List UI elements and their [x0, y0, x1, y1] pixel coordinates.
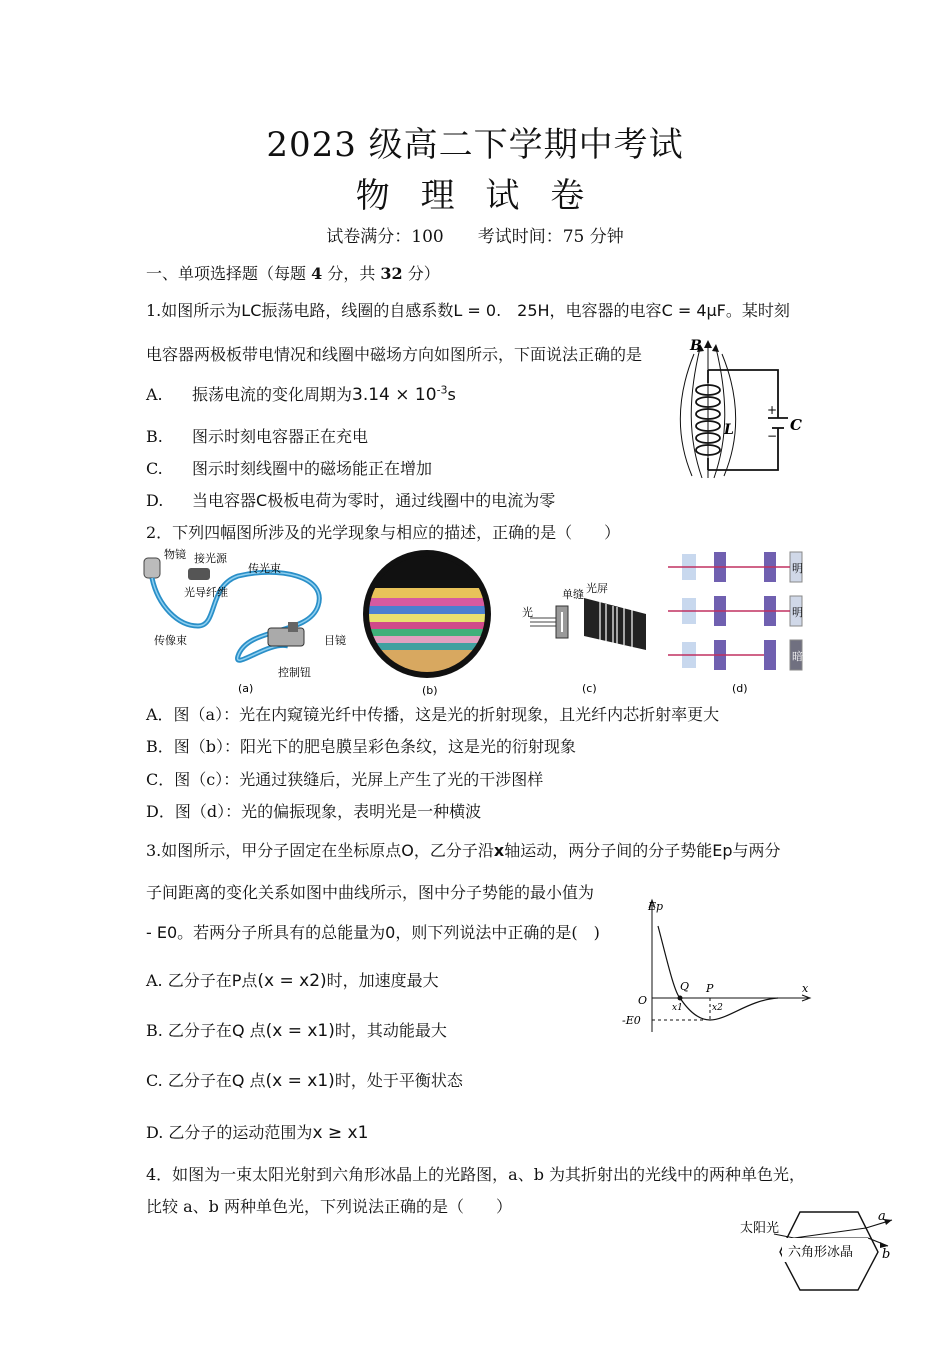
fig-label-b: B [690, 338, 702, 354]
q2-option-b: B．图（b）：阳光下的肥皂膜呈彩色条纹，这是光的衍射现象 [146, 737, 577, 756]
q4-stem-line1: 4．如图为一束太阳光射到六角形冰晶上的光路图，a、b 为其折射出的光线中的两种单色光， [146, 1165, 806, 1184]
fig-a-label: (a) [238, 682, 254, 695]
section-heading: 一、单项选择题（每题 4 分，共 32 分） [146, 264, 440, 283]
fig-d-dark: 暗 [792, 650, 803, 663]
lc-circuit-figure [678, 338, 808, 480]
q2-stem: 2．下列四幅图所涉及的光学现象与相应的描述，正确的是（ ） [146, 523, 621, 542]
fig-label-a: a [878, 1209, 886, 1224]
fig-a-fiber: 光导纤维 [184, 586, 228, 599]
q3-option-a: A. 乙分子在P点(x = x2)时，加速度最大 [146, 971, 439, 991]
light-source-icon [188, 568, 210, 580]
fig-label-l: L [724, 422, 734, 438]
q1-stem-line1: 1.如图所示为LC振荡电路，线圈的自感系数L = 0. 25H，电容器的电容C = 4μF。某时刻 [146, 301, 790, 320]
q4-stem-line2: 比较 a、b 两种单色光，下列说法正确的是（ ） [146, 1197, 512, 1216]
graph-label-p: P [706, 982, 714, 995]
graph-label-x: x [802, 982, 809, 995]
q2-option-a: A．图（a）：光在内窥镜光纤中传播，这是光的折射现象，且光纤内芯折射率更大 [146, 705, 720, 724]
fig-c-label: (c) [582, 682, 597, 695]
q3-option-d: D. 乙分子的运动范围为x ≥ x1 [146, 1123, 369, 1143]
q3-stem-line2: 子间距离的变化关系如图中曲线所示，图中分子势能的最小值为 [146, 883, 595, 902]
fig-c-slit: 单缝 [562, 588, 584, 601]
exam-subtitle: 物 理 试 卷 [355, 176, 595, 216]
q1-option-a: A. 振荡电流的变化周期为$3.14 \times 10^{-3}s$ [146, 383, 456, 405]
eyepiece-icon [268, 628, 304, 646]
fig-c-screen: 光屏 [586, 582, 608, 595]
q3-stem-line1: 3.如图所示，甲分子固定在坐标原点O，乙分子沿x轴运动，两分子间的分子势能Ep与两分 [146, 841, 781, 860]
q1-option-b: B. 图示时刻电容器正在充电 [146, 427, 369, 446]
fig-d-bright-1: 明 [792, 562, 803, 575]
fig-label-ice-crystal: 六角形冰晶 [788, 1245, 854, 1260]
graph-label-e0: -E0 [622, 1014, 641, 1027]
q1-option-c: C. 图示时刻线圈中的磁场能正在增加 [146, 459, 433, 478]
q3-option-c: C. 乙分子在Q 点(x = x1)时，处于平衡状态 [146, 1071, 463, 1091]
q2-option-c: C．图（c）：光通过狭缝后，光屏上产生了光的干涉图样 [146, 770, 544, 789]
fig-d-label: (d) [732, 682, 748, 695]
potential-energy-graph [618, 896, 814, 1036]
fig-c-light: 光 [522, 606, 533, 619]
objective-lens-icon [144, 558, 160, 578]
q1-stem-line2: 电容器两极板带电情况和线圈中磁场方向如图所示，下面说法正确的是 [146, 345, 643, 364]
graph-label-x1: x1 [672, 1003, 683, 1013]
graph-label-x2: x2 [712, 1003, 723, 1013]
fig-label-sunlight: 太阳光 [740, 1221, 780, 1236]
q3-option-b: B. 乙分子在Q 点(x = x1)时，其动能最大 [146, 1021, 447, 1041]
ice-crystal-figure [738, 1206, 898, 1292]
graph-label-o: O [638, 994, 648, 1007]
polarization-figure [668, 546, 810, 696]
fig-a-objective: 物镜 [164, 548, 186, 561]
exam-title: 2023 级高二下学期中考试 [266, 125, 684, 165]
exam-meta: 试卷满分：100 考试时间：75 分钟 [326, 227, 624, 247]
q3-stem-line3: - E0。若两分子所具有的总能量为0，则下列说法中正确的是( ) [146, 923, 600, 942]
fig-a-image-bundle: 传像束 [154, 634, 187, 647]
soap-film-figure [362, 548, 492, 696]
graph-label-ep: Ep [648, 900, 664, 913]
fig-a-control: 控制钮 [278, 666, 311, 679]
graph-label-q: Q [680, 980, 690, 993]
fig-minus: − [767, 429, 778, 443]
fig-a-light-bundle: 传光束 [248, 562, 281, 575]
fig-b-label: (b) [422, 684, 438, 696]
fig-label-c: C [790, 416, 802, 434]
fig-d-bright-2: 明 [792, 606, 803, 619]
endoscope-figure [138, 546, 356, 696]
fig-a-eyepiece: 目镜 [324, 634, 346, 647]
q1-option-d: D. 当电容器C极板电荷为零时，通过线圈中的电流为零 [146, 491, 556, 510]
fig-a-light-source: 接光源 [194, 552, 227, 565]
fig-label-b-ray: b [882, 1247, 891, 1262]
fig-plus: + [767, 403, 778, 417]
single-slit-figure [520, 578, 660, 696]
q2-option-d: D．图（d）：光的偏振现象，表明光是一种横波 [146, 802, 482, 821]
